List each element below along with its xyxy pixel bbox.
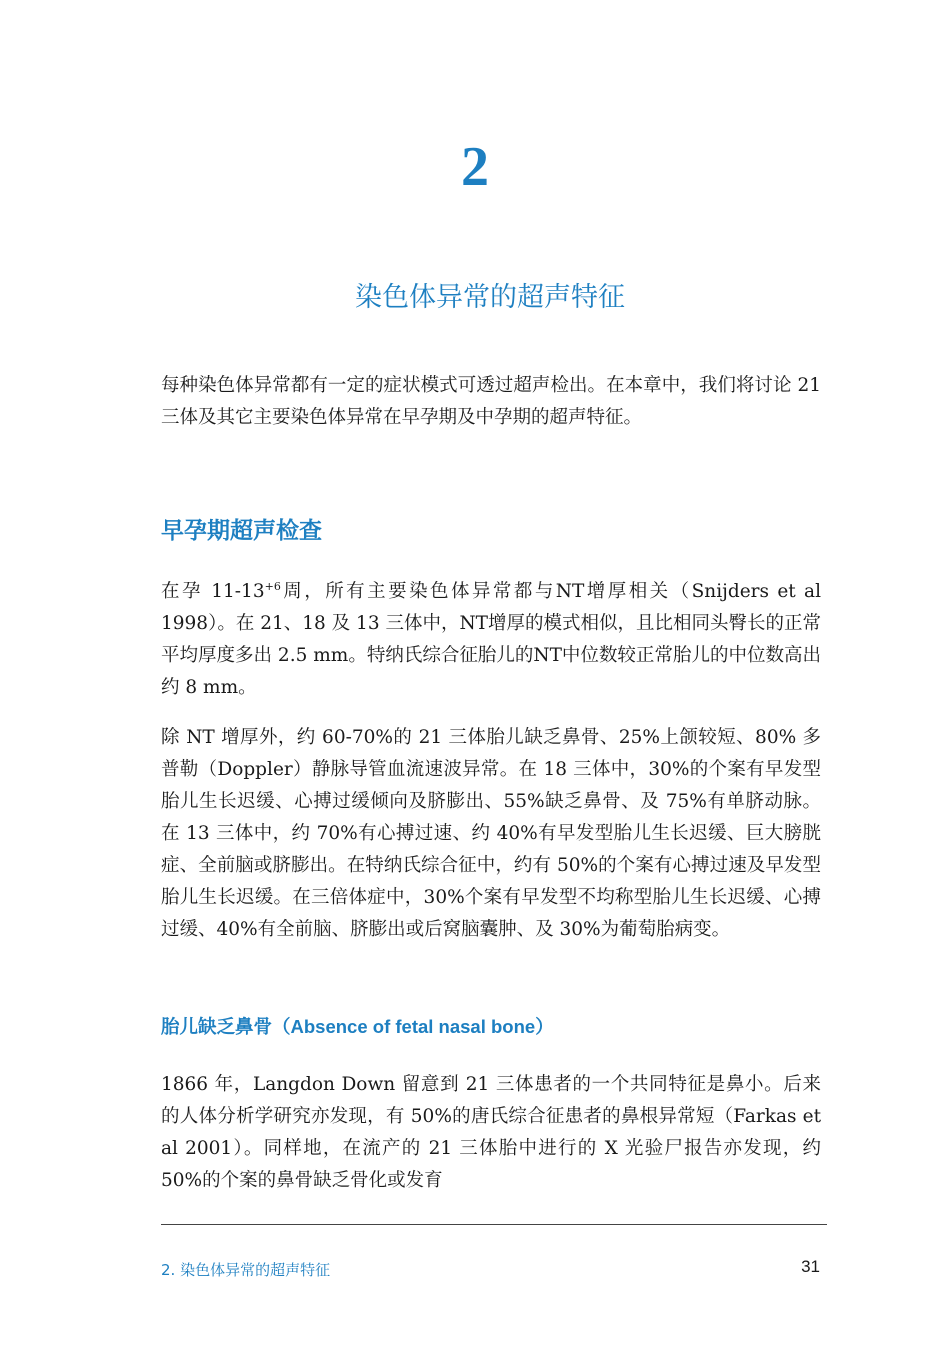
subsection-heading-close: ） [535, 1017, 554, 1038]
chapter-title: 染色体异常的超声特征 [355, 282, 625, 313]
section-first-trimester [161, 514, 821, 548]
intro-block [161, 370, 821, 434]
markers-block [161, 722, 821, 946]
subsection-heading [161, 1012, 821, 1043]
subsection-heading-zh: 胎儿缺乏鼻骨（ [161, 1017, 291, 1038]
subsection-nasal-bone [161, 1012, 821, 1043]
section-first-trimester-body [161, 576, 821, 704]
nt-paragraph-superscript: +6 [264, 579, 281, 593]
intro-paragraph: 每种染色体异常都有一定的症状模式可透过超声检出。在本章中，我们将讨论 21 三体及其它主要染色体异常在早孕期及中孕期的超声特征。 [161, 375, 821, 428]
nt-paragraph [161, 576, 821, 704]
markers-paragraph: 除 NT 增厚外，约 60-70%的 21 三体胎儿缺乏鼻骨、25%上颌较短、80% 多普勒（Doppler）静脉导管血流速波异常。在 18 三体中，30%的个案有早发型胎儿生长迟缓、心搏过缓倾向及脐膨出、55%缺乏鼻骨、及 75%有单脐动脉。在 13 三体中，约 70%有心搏过速、约 40%有早发型胎儿生长迟缓、巨大膀胱症、全前脑或脐膨出。在特纳氏综合征中，约有 50%的个案有心搏过速及早发型胎儿生长迟缓。在三倍体症中，30%个案有早发型不均称型胎儿生长迟缓、心搏过缓、40%有全前脑、脐膨出或后窝脑囊肿、及 30%为葡萄胎病变。 [161, 727, 821, 940]
nt-paragraph-start: 在孕 11-13 [161, 581, 265, 602]
page-number: 31 [801, 1257, 820, 1276]
section-heading: 早孕期超声检查 [161, 518, 322, 544]
nasal-bone-paragraph: 1866 年，Langdon Down 留意到 21 三体患者的一个共同特征是鼻小。后来的人体分析学研究亦发现，有 50%的唐氏综合征患者的鼻根异常短（Farkas et al 2001）。同样地，在流产的 21 三体胎中进行的 X 光验尸报告亦发现，约 50%的个案的鼻骨缺乏骨化或发育 [161, 1074, 821, 1191]
chapter-number: 2 [461, 136, 489, 198]
nasal-bone-body [161, 1069, 821, 1197]
footer-divider [161, 1224, 827, 1225]
footer-running-title: 2. 染色体异常的超声特征 [161, 1261, 331, 1279]
nt-paragraph-rest: 周，所有主要染色体异常都与NT增厚相关（Snijders et al 1998）。在 21、18 及 13 三体中，NT增厚的模式相似，且比相同头臀长的正常平均厚度多出 2.5 mm。特纳氏综合征胎儿的NT中位数较正常胎儿的中位数高出约 8 mm。 [161, 581, 822, 698]
subsection-heading-en: Absence of fetal nasal bone [290, 1016, 536, 1037]
